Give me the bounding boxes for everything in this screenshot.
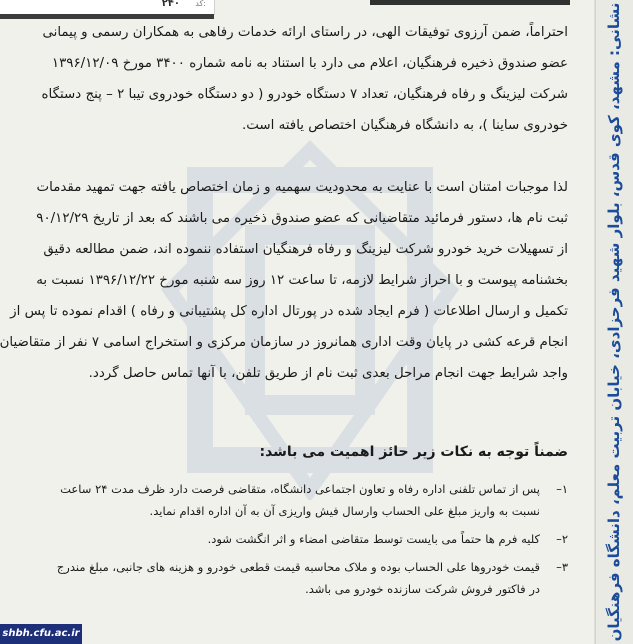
note-number: ۲– [556, 532, 568, 546]
text-line: تکمیل و ارسال اطلاعات ( فرم ایجاد شده در پورتال اداره کل پشتیبانی و رفاه ) اقدام نموده تا پس از [10, 304, 568, 319]
note-number: ۳– [556, 560, 568, 574]
note-line: کلیه فرم ها حتماً می بایست توسط متقاضی امضاء و اثر انگشت شود. [207, 532, 540, 546]
site-tag: shbh.cfu.ac.ir [0, 624, 82, 644]
list-item [48, 556, 568, 600]
document-code-box [0, 0, 215, 15]
list-item [48, 478, 568, 522]
code-value: ۲۴۰ [161, 0, 180, 9]
text-line: انجام قرعه کشی در پایان وقت اداری همانروز در سازمان مرکزی و استخراج اسامی ۷ نفر از متقاضیان [0, 335, 568, 350]
list-item [48, 528, 568, 550]
paragraph-2 [0, 172, 568, 389]
note-line: قیمت خودروها علی الحساب بوده و ملاک محاسبه قیمت قطعی خودرو و هزینه های جانبی، مبلغ مندرج [56, 560, 540, 574]
text-line: بخشنامه پیوست و با احراز شرایط لازمه، تا ساعت ۱۲ روز سه شنبه مورخ ۱۳۹۶/۱۲/۲۲ نسبت به [36, 273, 568, 288]
text-line: عضو صندوق ذخیره فرهنگیان، اعلام می دارد با استناد به نامه شماره ۳۴۰۰ مورخ ۱۳۹۶/۱۲/۰۹ [51, 56, 568, 71]
text-line: احتراماً، ضمن آرزوی توفیقات الهی، در راستای ارائه خدمات رفاهی به همکاران رسمی و پیمانی [42, 25, 568, 40]
note-line: پس از تماس تلفنی اداره رفاه و تعاون اجتماعی دانشگاه، متقاضی فرصت دارد ظرف مدت ۲۴ ساعت [60, 482, 540, 496]
address-text: نشانی: مشهد، کوی قدس، بلوار شهید فرحزادی، خیابان تربیت معلم، دانشگاه فرهنگیان [605, 2, 623, 642]
code-label: کد: [195, 0, 206, 8]
notes-list [48, 478, 568, 600]
text-line: شرکت لیزینگ و رفاه فرهنگیان، تعداد ۷ دستگاه خودرو ( دو دستگاه خودروی تیبا ۲ – پنج دستگاه [41, 87, 568, 102]
text-line: خودروی ساینا )، به دانشگاه فرهنگیان اختصاص یافته است. [241, 118, 568, 133]
note-line: در فاکتور فروش شرکت سازنده خودرو می باشد. [305, 582, 540, 596]
salutation-bar [370, 0, 570, 5]
letterhead-sidebar [596, 0, 633, 644]
notes-heading: ضمناً توجه به نکات زیر حائز اهمیت می باشد: [259, 444, 568, 460]
text-line: لذا موجبات امتنان است با عنایت به محدودیت سهمیه و زمان اختصاص یافته جهت تمهید مقدمات [36, 180, 568, 195]
text-line: واجد شرایط جهت انجام مراحل بعدی ثبت نام از طریق تلفن، با آنها تماس حاصل گردد. [88, 366, 568, 381]
note-line: نسبت به واریز مبلغ علی الحساب وارسال فیش واریزی آن به آن اداره اقدام نماید. [149, 504, 540, 518]
note-number: ۱– [556, 482, 568, 496]
text-line: از تسهیلات خرید خودرو شرکت لیزینگ و رفاه فرهنگیان استفاده ننموده اند، ضمن مطالعه دقیق [43, 242, 568, 257]
paragraph-1 [41, 17, 568, 141]
text-line: ثبت نام ها، دستور فرمائید متقاضیانی که عضو صندوق ذخیره می باشند که بعد از تاریخ ۹۰/۱۲/۲۹ [36, 211, 568, 226]
